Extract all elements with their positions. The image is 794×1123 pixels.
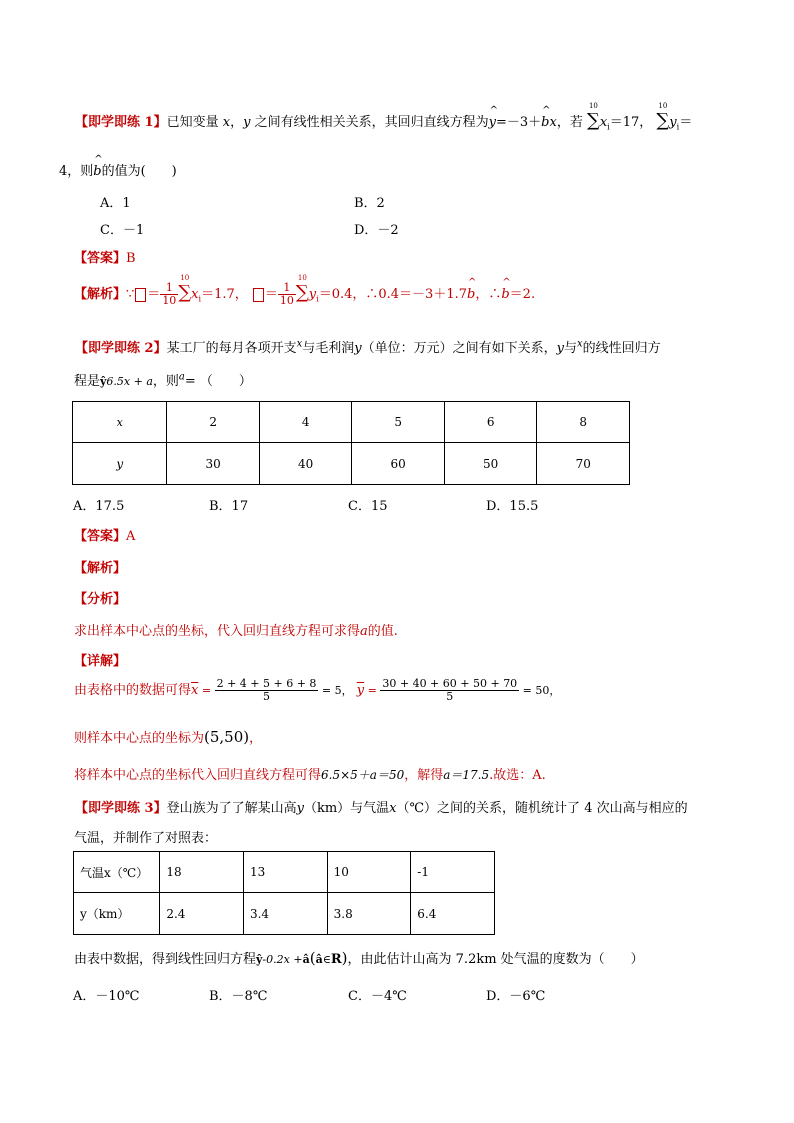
q1-answer: 【答案】B [74, 251, 136, 266]
q3-stem-line2: 气温，并制作了对照表： [74, 831, 218, 846]
q2-detail-tag: 【详解】 [74, 654, 127, 669]
yhat-glyph: ŷ [256, 953, 263, 966]
table-row: 气温x（℃） 18 13 10 -1 [74, 852, 495, 893]
table-row: y（km） 2.4 3.4 3.8 6.4 [74, 893, 495, 935]
q1-option-a[interactable]: A．1 [100, 196, 131, 211]
table-row: x 2 4 5 6 8 [73, 402, 630, 443]
q3-option-d[interactable]: D．－6℃ [486, 989, 546, 1004]
ahat-glyph: â [302, 953, 310, 966]
xbar-symbol [135, 288, 146, 302]
q2-option-a[interactable]: A．17.5 [73, 499, 125, 514]
yhat-glyph: ŷ [100, 375, 107, 388]
sum-symbol: ∑ 10 [586, 102, 600, 131]
q2-stem-line2: 程是ŷ6.5x + a，则$^a$= （ ） [74, 371, 252, 389]
q2-option-c[interactable]: C．15 [348, 499, 388, 514]
q2-data-table [72, 401, 630, 485]
sum-symbol: ∑ 10 [656, 102, 670, 131]
q3-option-a[interactable]: A．－10℃ [73, 989, 140, 1004]
q2-stem-line1: 【即学即练 2】某工厂的每月各项开支$^x$与毛利润y（单位：万元）之间有如下关系，y与$^x$的线性回归方 [75, 338, 661, 356]
q1-stem-line2: 4，则^ b的值为( ) [59, 160, 177, 179]
q2-fenxi-tag: 【分析】 [74, 592, 127, 607]
q3-data-table [73, 851, 495, 935]
q1-option-b[interactable]: B．2 [354, 196, 385, 211]
ahat-glyph: â [315, 953, 323, 966]
q1-option-d[interactable]: D．－2 [354, 223, 399, 238]
q2-fenxi-text: 求出样本中心点的坐标，代入回归直线方程可求得a的值. [74, 624, 398, 639]
q1-tag: 【即学即练 1】 [75, 115, 167, 130]
q2-option-b[interactable]: B．17 [209, 499, 249, 514]
ybar-symbol [253, 288, 264, 302]
q3-stem-line3: 由表中数据，得到线性回归方程ŷ-0.2x +â(â∈R)，由此估计山高为 7.2km 处气温的度数为（ ） [74, 949, 644, 967]
q1-stem-line1: 【即学即练 1】已知变量 x，y 之间有线性相关关系，其回归直线方程为^ y=－3＋^ bx，若 ∑ 10 $x_i=17$， ∑ 10 $y_i=$ [75, 111, 692, 132]
q2-answer: 【答案】A [74, 529, 136, 544]
q3-stem-line1: 【即学即练 3】登山族为了了解某山高y（km）与气温x（℃）之间的关系，随机统计了 4 次山高与相应的 [75, 801, 688, 816]
table-row: y 30 40 60 50 70 [73, 443, 630, 485]
q2-detail-line2: 则样本中心点的坐标为(5,50)， [74, 728, 263, 746]
q2-detail-line1: 由表格中的数据可得$\overline{x}$ = $\frac{2 + 4 + 5 + 6 + 8}{5}$ = 5， $\overline{y}$ = $\frac{30 + 40 + 60 + 50 + 70}{5}$ = 50， [74, 677, 561, 704]
q3-option-c[interactable]: C．－4℃ [348, 989, 407, 1004]
q1-analysis: 【解析】∵ ＝ $\frac{1}{10}$ ∑ 10 $x_i=1.7$， ＝ $\frac{1}{10}$ ∑ 10 $y_i=0.4$，∴0.4＝－3＋1.7^ b，∴^ b＝2. [74, 282, 535, 307]
q2-analysis-tag: 【解析】 [74, 561, 127, 576]
q3-option-b[interactable]: B．－8℃ [209, 989, 268, 1004]
q1-option-c[interactable]: C．－1 [100, 223, 145, 238]
q2-detail-line3: 将样本中心点的坐标代入回归直线方程可得6.5×5＋a＝50，解得a＝17.5.故选：A. [74, 768, 546, 783]
q2-option-d[interactable]: D．15.5 [486, 499, 539, 514]
